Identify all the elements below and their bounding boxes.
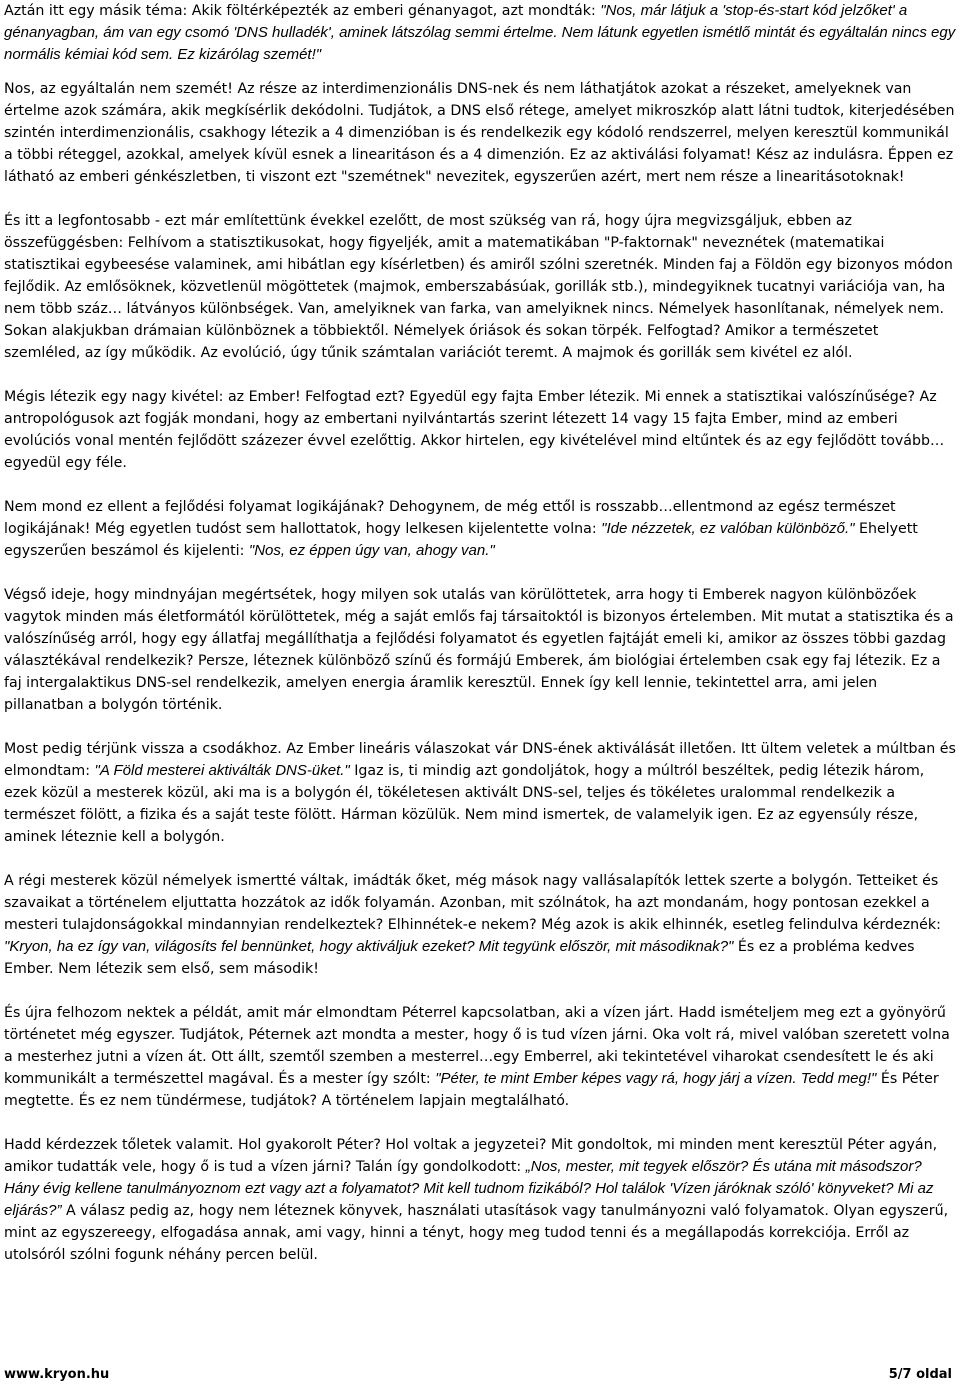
paragraph: Mégis létezik egy nagy kivétel: az Ember! Felfogtad ezt? Egyedül egy fajta Ember létezik. Mi ennek a statisztikai valószínűsége? Az antropológusok azt fogják mondani, hogy az embertani nyilvántartás szerint létezett 14 vagy 15 fajta Ember, mind az emberi evolúciós vonal mentén fejlődött százezer évvel ezelőttig. Akkor hirtelen, egy kivételével mind eltűntek és az egy fejlődött tovább… egyedül egy féle. — [4, 389, 945, 471]
paragraph — [4, 870, 956, 980]
paragraph — [4, 1002, 956, 1112]
quote: "Nos, ez éppen úgy van, ahogy van." — [248, 542, 495, 559]
paragraph: Végső ideje, hogy mindnyájan megértsétek, hogy milyen sok utalás van körülöttetek, arra hogy ti Emberek nagyon különbözőek vagytok minden más életformától körülöttetek, még a saját emlős faj társaitoktól is bizonyos értelemben. Mit mutat a statisztika és a valószínűség arról, hogy egy állatfaj megállíthatja a fejlődési folyamatot és egyetlen fajtáját emeli ki, amikor az összes többi gazdag választékával rendelkezik? Persze, léteznek különböző színű és formájú Emberek, ám biológiai értelemben csak egy faj létezik. Ez a faj intergalaktikus DNS-sel rendelkezik, amelyen energia áramlik keresztül. Ennek így kell lennie, tekintettel arra, ami jelen pillanatban a bolygón történik. — [4, 587, 954, 713]
text: A régi mesterek közül némelyek ismertté váltak, imádták őket, még mások nagy vallásalapítók lettek szerte a bolygón. Tetteiket és szavaikat a történelem eljuttatta hozzátok az idők folyamán. Azonban, mit szólnátok, ha azt mondanám, hogy pontosan ezekkel a mesteri tulajdonságokkal mindannyian rendelkeztek? Elhinnétek-e nekem? Még azok is akik elhinnék, esetleg felindulva kérdeznék: — [4, 873, 941, 933]
text: És ez a probléma kedves Ember. Nem létezik sem első, sem második! — [4, 939, 915, 977]
paragraph — [4, 496, 956, 562]
intro-text: Aztán itt egy másik téma: Akik föltérképezték az emberi génanyagot, azt mondták: — [4, 3, 601, 19]
text: És Péter megtette. És ez nem tündérmese, tudjátok? A történelem lapjain megtalálható. — [4, 1071, 939, 1109]
paragraph: És itt a legfontosabb - ezt már említettünk évekkel ezelőtt, de most szükség van rá, hogy újra megvizsgáljuk, ebben az összefüggésben: Felhívom a statisztikusokat, hogy figyeljék, amit a matematikában "P-faktornak" neveznétek (matematikai statisztikai egybeesése valaminek, ami hibátlan egy kísérletben) és amiről szólni szeretnék. Minden faj a Földön egy bizonyos módon fejlődik. Az emlősöknek, közvetlenül mögöttetek (majmok, emberszabásúak, gorillák stb.), mindegyiknek tucatnyi variációja van, ha nem több száz… látványos különbségek. Van, amelyiknek van farka, van amelyiknek nincs. Némelyek hasonlítanak, némelyek nem. Sokan alakjukban drámaian különböznek a többiektől. Némelyek óriások és sokan törpék. Felfogtad? Amikor a természetet szemléled, az így működik. Az evolúció, úgy tűnik számtalan variációt teremt. A majmok és gorillák sem kivétel ez alól. — [4, 213, 953, 361]
paragraph: Nos, az egyáltalán nem szemét! Az része az interdimenzionális DNS-nek és nem láthatjátok azokat a részeket, amelyeknek van értelme azok számára, akik megkísérlik dekódolni. Tudjátok, a DNS első rétege, amelyet mikroszkóp alatt látni tudtok, kiterjedésében szintén interdimenzionális, csakhogy létezik a 4 dimenzióban is és rendelkezik egy kódoló rendszerrel, melyen keresztül kommunikál a többi réteggel, azokkal, amelyek kívül esnek a linearitáson és a 4 dimenzión. Ez az aktiválási folyamat! Kész az indulásra. Éppen ez látható az emberi génkészletben, ti viszont ezt "szemétnek" nevezitek, egyszerűen azért, mert nem része a linearitásotoknak! — [4, 81, 955, 185]
quote: "A Föld mesterei aktiválták DNS-üket." — [94, 762, 350, 779]
paragraph-intro — [4, 0, 956, 66]
document-body — [4, 0, 956, 1288]
text: Igaz is, ti mindig azt gondoljátok, hogy a múltról beszéltek, pedig létezik három, ezek közül a mesterek közül, aki ma is a bolygón él, tökéletesen aktivált DNS-sel, teljes és tökéletes uralommal rendelkezik a természet fölött, a fizika és a saját teste fölött. Hárman közülük. Nem mind ismertek, de valamelyik igen. Ez az egyensúly része, aminek léteznie kell a bolygón. — [4, 763, 925, 845]
text: Nem mond ez ellent a fejlődési folyamat logikájának? Dehogynem, de még ettől is rosszabb…ellentmond az egész természet logikájának! Még egyetlen tudóst sem hallottatok, hogy lelkesen kijelentette volna: — [4, 499, 896, 537]
footer-site-link[interactable]: www.kryon.hu — [4, 1367, 110, 1382]
text: A válasz pedig az, hogy nem léteznek könyvek, használati utasítások vagy tanulmányozni való folyamatok. Olyan egyszerű, mint az egyszereegy, elfogadása annak, ami vagy, hinni a tényt, hogy meg tudod tenni és a megállapodás korrekciója. Erről az utolsóról szólni fogunk néhány percen belül. — [4, 1203, 949, 1263]
text: Most pedig térjünk vissza a csodákhoz. Az Ember lineáris válaszokat vár DNS-ének aktiválását illetően. Itt ültem veletek a múltban és elmondtam: — [4, 741, 956, 779]
quote: "Péter, te mint Ember képes vagy rá, hogy járj a vízen. Tedd meg!" — [435, 1070, 877, 1087]
paragraph — [4, 1134, 956, 1266]
intro-quote: "Nos, már látjuk a 'stop-és-start kód jelzőket' a génanyagban, ám van egy csomó 'DNS hulladék', aminek látszólag semmi értelme. Nem látunk egyetlen ismétlő mintát és egyáltalán nincs egy normális kémiai kód sem. Ez kizárólag szemét!" — [4, 2, 956, 63]
quote: "Ide nézzetek, ez valóban különböző." — [601, 520, 855, 537]
paragraph — [4, 738, 956, 848]
text: És újra felhozom nektek a példát, amit már elmondtam Péterrel kapcsolatban, aki a vízen járt. Hadd ismételjem meg ezt a gyönyörű történetet még egyszer. Tudjátok, Péternek azt mondta a mester, hogy ő is tud vízen járni. Oka volt rá, mivel valóban szeretett volna a mesterhez jutni a vízen át. Ott állt, szemtől szemben a mesterrel…egy Emberrel, aki tekintetével viharokat csendesített le és aki kommunikált a természettel magával. És a mester így szólt: — [4, 1005, 950, 1087]
footer-page-number: 5/7 oldal — [888, 1367, 952, 1382]
quote: „Nos, mester, mit tegyek először? És utána mit másodszor? Hány évig kellene tanulmányoznom ezt vagy azt a folyamatot? Mit kell tudnom fizikából? Hol találok 'Vízen járóknak szóló' könyveket? Mi az eljárás?” — [4, 1158, 934, 1219]
quote: "Kryon, ha ez így van, világosíts fel bennünket, hogy aktiváljuk ezeket? Mit tegyünk először, mit másodiknak?" — [4, 938, 734, 955]
text: Hadd kérdezzek tőletek valamit. Hol gyakorolt Péter? Hol voltak a jegyzetei? Mit gondoltok, mi minden ment keresztül Péter agyán, amikor tudatták vele, hogy ő is tud a vízen járni? Talán így gondolkodott: — [4, 1137, 938, 1175]
text: Ehelyett egyszerűen beszámol és kijelenti: — [4, 521, 918, 559]
